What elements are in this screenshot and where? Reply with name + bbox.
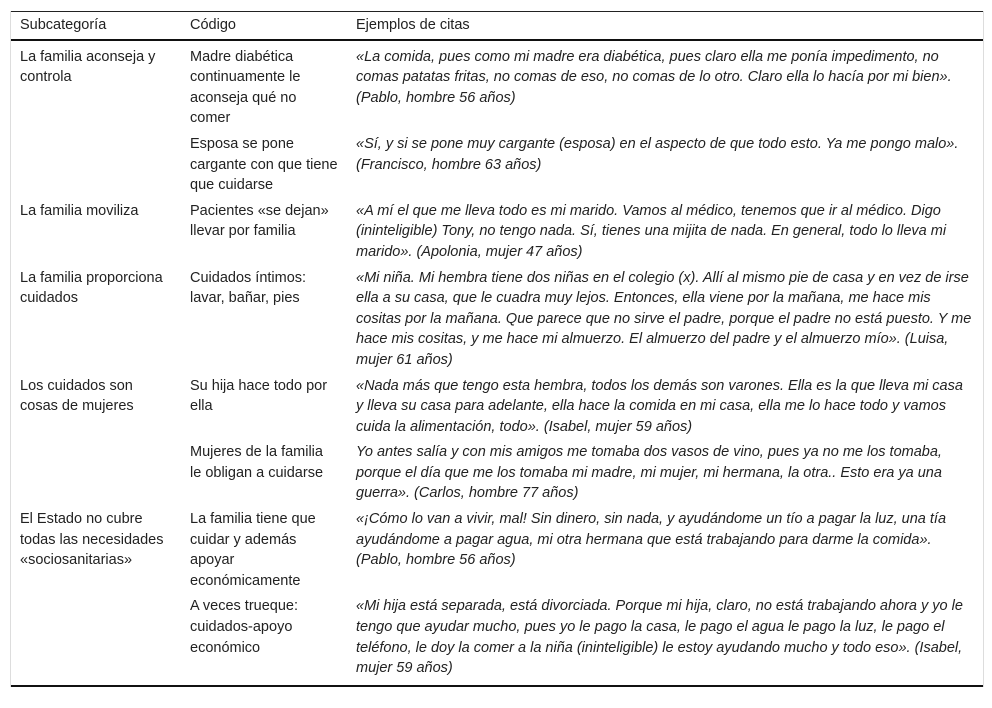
quote-cell: «La comida, pues como mi madre era diabética, pues claro ella me ponía impedimento, no comas patatas fritas, no comas de eso, no comas de lo otro. Claro ella lo hacía por mi bien». (Pablo, hombre 56 años) xyxy=(356,48,952,106)
header-codigo: Código xyxy=(190,17,236,33)
code-cell: Cuidados íntimos: lavar, bañar, pies xyxy=(190,269,307,307)
subcategory-cell: La familia moviliza xyxy=(20,202,139,219)
table-header-row xyxy=(11,12,983,40)
header-ejemplos: Ejemplos de citas xyxy=(356,17,470,33)
citations-table xyxy=(11,11,983,687)
code-cell: La familia tiene que cuidar y además apoyar económicamente xyxy=(190,511,316,589)
code-cell: Mujeres de la familia le obligan a cuidarse xyxy=(190,444,324,481)
subcategory-cell: La familia proporciona cuidados xyxy=(20,269,163,307)
code-cell: Esposa se pone cargante con que tiene que cuidarse xyxy=(190,135,338,194)
subcategory-cell xyxy=(11,439,181,506)
quote-cell: «Sí, y si se pone muy cargante (esposa) en el aspecto de que todo esto. Ya me pongo malo». (Francisco, hombre 63 años) xyxy=(356,135,959,173)
header-subcategoria: Subcategoría xyxy=(20,17,107,33)
quote-cell: «Mi hija está separada, está divorciada. Porque mi hija, claro, no está trabajando ahora y yo le tengo que ayudar mucho, pues yo le pago la casa, le pago el agua le pago la luz, le pago el teléfono, le doy la comer a la niña (ininteligible) le estoy ayudando mucho y todo eso». (Isabel, mujer 59 años) xyxy=(356,598,963,677)
quote-cell: Yo antes salía y con mis amigos me tomaba dos vasos de vino, pues ya no me los tomaba, porque el día que me los tomaba mi madre, mi mujer, mi hermana, la otra.. Esto era ya una guerra». (Carlos, hombre 77 años) xyxy=(356,444,942,502)
subcategory-cell xyxy=(11,131,181,198)
quote-cell: «Nada más que tengo esta hembra, todos los demás son varones. Ella es la que lleva mi casa y lleva su casa para adelante, ella hace la comida en mi casa, ella me lo hace todo y vamos cuida la alimentación, todo». (Isabel, mujer 59 años) xyxy=(356,377,963,435)
code-cell: Madre diabética continuamente le aconseja qué no comer xyxy=(190,48,301,127)
subcategory-cell xyxy=(11,593,181,685)
citations-table-container xyxy=(10,11,984,687)
code-cell: Pacientes «se dejan» llevar por familia xyxy=(190,202,329,240)
table-row xyxy=(11,439,983,506)
table-row xyxy=(11,593,983,685)
table-row xyxy=(11,131,983,198)
table-row xyxy=(11,40,983,131)
quote-cell: «A mí el que me lleva todo es mi marido. Vamos al médico, tenemos que ir al médico. Digo (ininteligible) Tony, no tengo nada. Sí, tienes una mijita de nada. En general, todo lo lleva mi marido». (Apolonia, mujer 47 años) xyxy=(356,202,947,260)
code-cell: A veces trueque: cuidados-apoyo económico xyxy=(190,598,299,656)
table-row xyxy=(11,198,983,265)
subcategory-cell: La familia aconseja y controla xyxy=(20,48,156,86)
table-row xyxy=(11,265,983,373)
code-cell: Su hija hace todo por ella xyxy=(190,377,328,415)
table-row xyxy=(11,506,983,593)
subcategory-cell: Los cuidados son cosas de mujeres xyxy=(20,377,134,415)
table-row xyxy=(11,373,983,440)
quote-cell: «Mi niña. Mi hembra tiene dos niñas en el colegio (x). Allí al mismo pie de casa y en vez de irse ella a su casa, que le cuadra muy lejos. Entonces, ella viene por la mañana, me hace mis cositas por la mañana. Que parece que no sirve el padre, porque el padre no está puesto. Y me hace mis cositas, y me hace mi almuerzo. El almuerzo del padre y el almuerzo mío». (Luisa, mujer 61 años) xyxy=(356,269,972,368)
subcategory-cell: El Estado no cubre todas las necesidades «sociosanitarias» xyxy=(20,511,164,569)
quote-cell: «¡Cómo lo van a vivir, mal! Sin dinero, sin nada, y ayudándome un tío a pagar la luz, una tía ayudándome a pagar agua, mi otra hermana que está trabajando para darme la comida». (Pablo, hombre 56 años) xyxy=(356,511,947,569)
